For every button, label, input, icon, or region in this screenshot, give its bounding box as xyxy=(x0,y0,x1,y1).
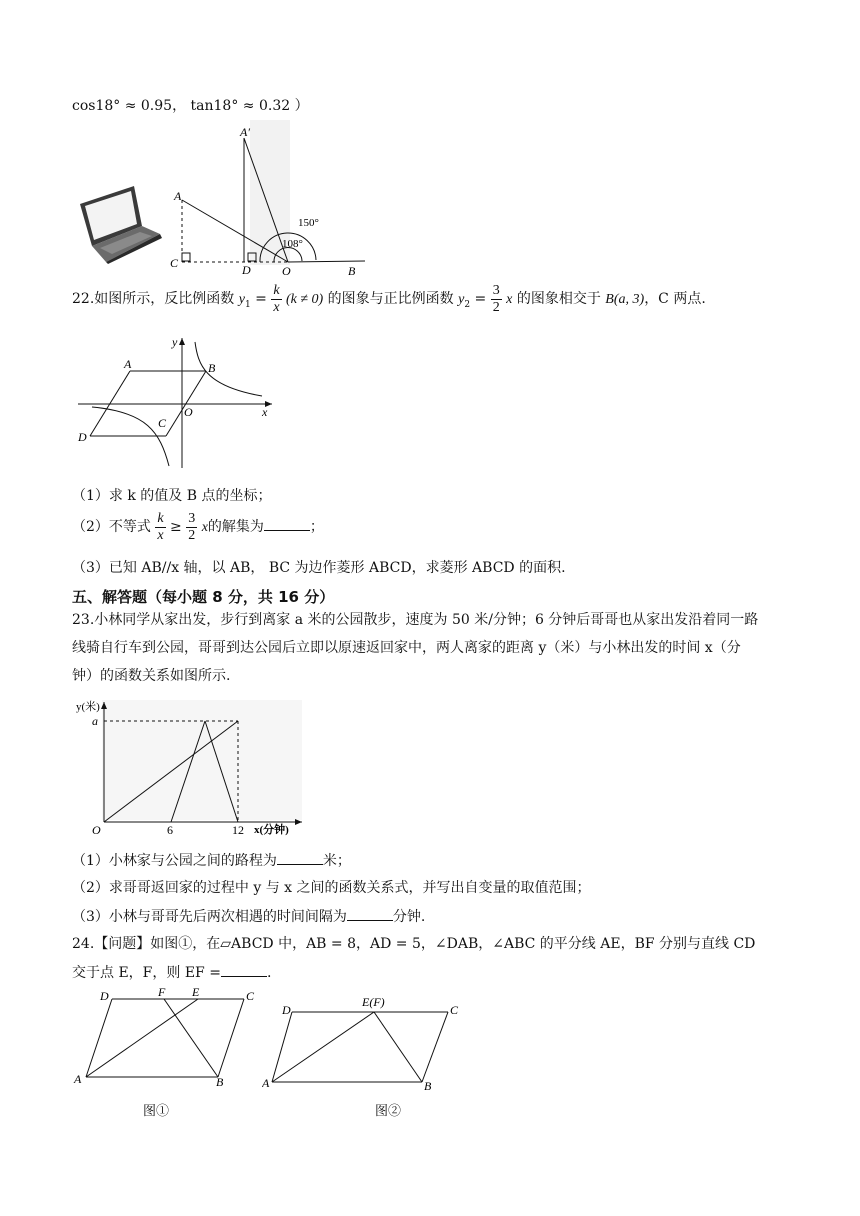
svg-text:C: C xyxy=(450,1003,459,1017)
figure-24-1 xyxy=(72,986,272,1088)
q23-sub3: （3）小林与哥哥先后两次相遇的时间间隔为 分钟. xyxy=(72,906,425,927)
answer-blank-22-2[interactable] xyxy=(264,516,310,531)
svg-text:E: E xyxy=(192,986,200,999)
svg-text:O: O xyxy=(92,823,101,837)
q23-line3: 钟）的函数关系如图所示. xyxy=(72,668,231,684)
q23-sub2: （2）求哥哥返回家的过程中 y 与 x 之间的函数关系式，并写出自变量的取值范围； xyxy=(72,880,591,896)
q21-tail-text: cos18° ≈ 0.95， tan18° ≈ 0.32 ） xyxy=(72,98,309,114)
q22-statement: 22.如图所示，反比例函数 $y_1$ = $\frac{k}{x}$ (k ≠ 0) 的图象与正比例函数 $y_2$ = $\frac{3}{2}$ x 的图象相交于 B(a, 3)，C 两点. xyxy=(72,282,706,315)
svg-text:C: C xyxy=(158,416,167,430)
answer-blank-23-1[interactable] xyxy=(277,850,323,865)
svg-text:B: B xyxy=(424,1079,432,1090)
q22-sub1: （1）求 k 的值及 B 点的坐标； xyxy=(72,488,272,504)
svg-text:A: A xyxy=(124,357,132,371)
svg-text:C: C xyxy=(246,989,255,1003)
figure-21 xyxy=(160,120,370,280)
q23-line1: 23.小林同学从家出发，步行到离家 a 米的公园散步，速度为 50 米/分钟；6 分钟后哥哥也从家出发沿着同一路 xyxy=(72,612,759,628)
label-D: D xyxy=(242,263,251,277)
svg-text:y(米): y(米) xyxy=(76,701,100,713)
label-A: A xyxy=(174,189,182,203)
figure-23-graph xyxy=(72,698,312,838)
q23-line2: 线骑自行车到公园，哥哥到达公园后立即以原速返回家中，两人离家的距离 y（米）与小林出发的时间 x（分 xyxy=(72,640,741,656)
svg-text:B: B xyxy=(216,1075,224,1088)
svg-text:a: a xyxy=(92,714,98,728)
svg-text:x: x xyxy=(262,405,268,419)
laptop-image xyxy=(72,186,164,264)
svg-text:D: D xyxy=(282,1003,291,1017)
angle-108: 108° xyxy=(282,238,303,250)
q22-sub2: （2）不等式 $\frac{k}{x}$ ≥ $\frac{3}{2}$ x的解集为 ； xyxy=(72,510,324,543)
label-C: C xyxy=(170,256,179,270)
figure-24-2 xyxy=(262,990,472,1090)
svg-text:12: 12 xyxy=(232,823,244,837)
angle-150: 150° xyxy=(298,217,319,229)
figure-24-2-caption: 图② xyxy=(375,1104,402,1119)
q24-line1: 24.【问题】如图①，在▱ABCD 中，AB = 8，AD = 5，∠DAB，∠ABC 的平分线 AE，BF 分别与直线 CD xyxy=(72,936,756,952)
label-B: B xyxy=(348,264,356,278)
svg-text:x(分钟): x(分钟) xyxy=(254,824,289,836)
svg-text:y: y xyxy=(172,335,178,349)
q23-sub1: （1）小林家与公园之间的路程为 米； xyxy=(72,850,351,871)
q24-line2: 交于点 E，F，则 EF = . xyxy=(72,962,271,983)
svg-text:A: A xyxy=(74,1072,82,1086)
figure-22 xyxy=(72,334,282,470)
svg-text:A: A xyxy=(262,1076,270,1090)
answer-blank-23-3[interactable] xyxy=(347,906,393,921)
label-A-prime: A′ xyxy=(240,125,250,139)
svg-text:O: O xyxy=(184,405,193,419)
svg-text:E(F): E(F) xyxy=(362,995,385,1009)
section-heading: 五、解答题（每小题 8 分，共 16 分） xyxy=(72,588,335,606)
svg-text:6: 6 xyxy=(167,823,173,837)
q22-sub3: （3）已知 AB//x 轴，以 AB， BC 为边作菱形 ABCD，求菱形 ABCD 的面积. xyxy=(72,560,566,576)
svg-text:F: F xyxy=(158,986,166,999)
figure-24-1-caption: 图① xyxy=(143,1104,170,1119)
answer-blank-24[interactable] xyxy=(221,962,267,977)
svg-text:D: D xyxy=(100,989,109,1003)
svg-text:D: D xyxy=(78,430,87,444)
label-O: O xyxy=(282,264,291,278)
svg-text:B: B xyxy=(208,361,216,375)
